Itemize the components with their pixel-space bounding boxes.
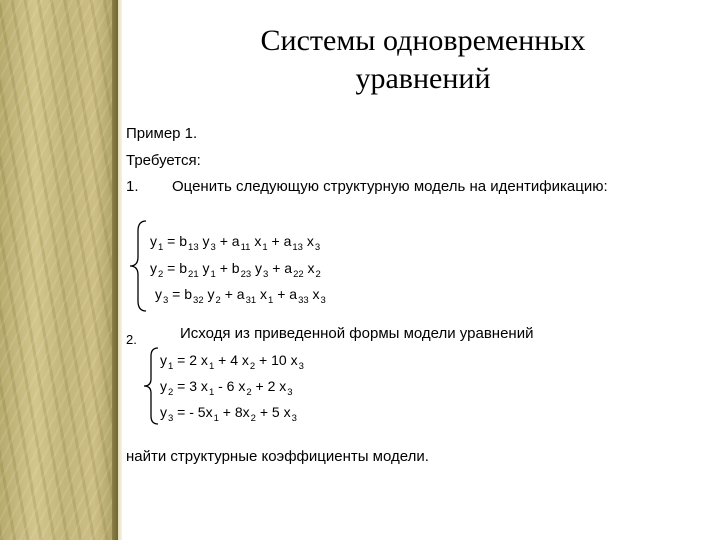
step2-text: Исходя из приведенной формы модели уравнений	[180, 325, 534, 342]
subscript-index: 1	[213, 413, 219, 424]
example-label: Пример 1.	[126, 125, 198, 142]
subscript-index: 32	[193, 295, 204, 306]
step1-text: Оценить следующую структурную модель на идентификацию:	[172, 178, 608, 195]
subscript-index: 2	[246, 387, 252, 398]
structural-equation-1	[150, 232, 320, 253]
equation-term: = 3 x	[173, 378, 208, 394]
subscript-index: 3	[210, 242, 216, 253]
subscript-index: 2	[249, 361, 256, 372]
title-line-1: Системы одновременных	[260, 24, 586, 57]
subscript-index: 11	[240, 242, 251, 253]
equation-term: + 10 x	[255, 352, 298, 368]
equation-term: = b	[168, 286, 193, 302]
equation-term: + a	[268, 260, 293, 276]
equation-term: y	[203, 286, 215, 302]
subscript-index: 21	[188, 269, 199, 280]
equation-term: + a	[215, 233, 240, 249]
equation-term: y	[160, 352, 167, 368]
subscript-index: 1	[268, 295, 274, 306]
sidebar-edge-highlight	[118, 0, 122, 540]
subscript-index: 3	[168, 413, 174, 424]
equation-term: y	[155, 286, 162, 302]
equation-term: + a	[267, 233, 292, 249]
equation-term: + 8x	[218, 404, 250, 420]
required-label: Требуется:	[126, 152, 201, 169]
subscript-index: 22	[293, 269, 304, 280]
subscript-index: 13	[188, 242, 199, 253]
subscript-index: 1	[158, 242, 164, 253]
equation-term: + a	[273, 286, 298, 302]
equation-term: = b	[163, 233, 188, 249]
decorative-gold-sidebar	[0, 0, 118, 540]
conclusion-text: найти структурные коэффициенты модели.	[126, 448, 429, 465]
equation-term: + 2 x	[251, 378, 287, 394]
equation-term: + a	[220, 286, 245, 302]
equation-term: + 5 x	[255, 404, 291, 420]
step2-number: 2.	[126, 332, 137, 347]
equation-term: + 4 x	[214, 352, 249, 368]
subscript-index: 3	[291, 413, 297, 424]
title-line-2: уравнений	[355, 62, 491, 95]
step1-number: 1.	[126, 178, 139, 195]
subscript-index: 33	[298, 295, 309, 306]
equation-term: x	[250, 233, 262, 249]
equation-term: x	[303, 260, 315, 276]
subscript-index: 2	[250, 413, 256, 424]
subscript-index: 2	[215, 295, 221, 306]
equation-term: = - 5x	[173, 404, 213, 420]
equation-term: y	[160, 404, 167, 420]
subscript-index: 2	[168, 387, 174, 398]
subscript-index: 2	[315, 269, 321, 280]
subscript-index: 3	[298, 361, 304, 372]
subscript-index: 2	[158, 269, 164, 280]
subscript-index: 3	[314, 242, 321, 253]
equation-term: y	[150, 233, 157, 249]
slide-title	[126, 22, 720, 98]
equation-term: + b	[215, 260, 240, 276]
structural-system-brace	[126, 219, 150, 313]
subscript-index: 1	[208, 387, 215, 398]
subscript-index: 1	[208, 361, 215, 372]
subscript-index: 31	[245, 295, 257, 306]
equation-term: x	[308, 286, 320, 302]
subscript-index: 3	[163, 295, 169, 306]
reduced-equation-1	[160, 351, 304, 372]
equation-term: y	[150, 260, 157, 276]
equation-term: y	[160, 378, 167, 394]
subscript-index: 23	[240, 269, 252, 280]
equation-term: y	[198, 233, 210, 249]
subscript-index: 3	[263, 269, 269, 280]
equation-term: = b	[163, 260, 188, 276]
structural-equation-3	[155, 285, 326, 306]
reduced-equation-3	[160, 403, 297, 424]
subscript-index: 3	[320, 295, 326, 306]
equation-term: = 2 x	[173, 352, 208, 368]
equation-term: x	[256, 286, 268, 302]
subscript-index: 3	[287, 387, 293, 398]
reduced-system-brace	[140, 346, 162, 426]
subscript-index: 13	[292, 242, 303, 253]
subscript-index: 1	[210, 269, 216, 280]
equation-term: - 6 x	[214, 378, 246, 394]
reduced-equation-2	[160, 377, 293, 398]
equation-term: x	[302, 233, 314, 249]
subscript-index: 1	[168, 361, 174, 372]
subscript-index: 1	[262, 242, 268, 253]
equation-term: y	[251, 260, 263, 276]
equation-term: y	[198, 260, 210, 276]
structural-equation-2	[150, 259, 321, 280]
